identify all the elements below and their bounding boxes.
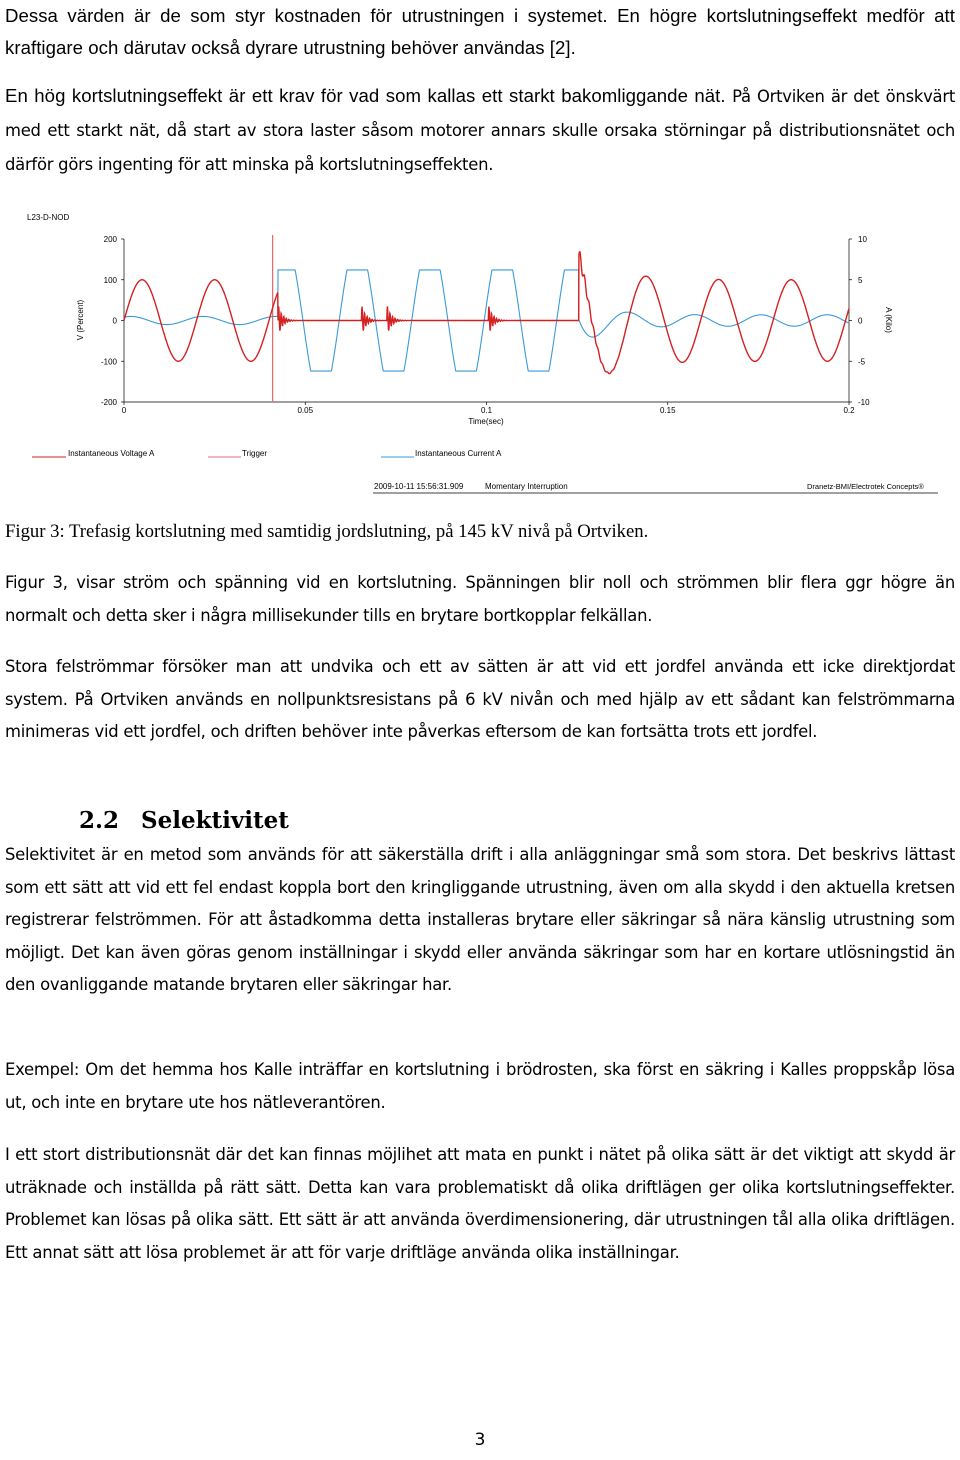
x-tick-label: 0.15 (659, 406, 676, 415)
legend-label-current: Instantaneous Current A (415, 449, 502, 458)
x-tick-label: 0.1 (480, 406, 493, 415)
section-heading (79, 801, 289, 841)
paragraph-intro: Dessa värden är de som styr kostnaden för utrustningen i systemet. En högre kortslutningseffekt medför att kraftigare och därutav också dyrare utrustning behöver användas [2]. (5, 5, 955, 58)
oscillogram-chart (0, 205, 960, 500)
x-axis-label: Time(sec) (468, 417, 504, 426)
y-axis-label: V (Percent) (76, 299, 85, 341)
y2-tick-label: 0 (858, 316, 863, 326)
y2-axis-label: A (Kilo) (884, 307, 893, 333)
y-tick-label: -200 (100, 398, 117, 407)
y-tick-label: 200 (103, 235, 117, 244)
section-title: Selektivitet (141, 807, 289, 834)
x-tick-label: 0 (121, 406, 127, 415)
paragraph-strong-grid (5, 79, 955, 181)
paragraph-strong-grid-arial: En hög kortslutningseffekt är ett krav för vad som kallas ett starkt bakomliggande nät. (5, 85, 726, 106)
figure-caption: Figur 3: Trefasig kortslutning med samtidig jordslutning, på 145 kV nivå på Ortviken. (5, 521, 649, 542)
voltage-series-line (124, 252, 849, 374)
y-tick-label: -100 (100, 357, 117, 367)
x-tick-label: 0.05 (297, 406, 314, 415)
chart-axes (101, 235, 870, 415)
paragraph-figure-text: Figur 3, visar ström och spänning vid en kortslutning. Spänningen blir noll och strömmen blir flera ggr högre än normalt och detta sker i några millisekunder tills en brytare bortkopplar felkällan. (5, 573, 955, 625)
footer-event: Momentary Interruption (485, 482, 568, 491)
footer-vendor: Dranetz-BMI/Electrotek Concepts® (807, 482, 924, 491)
legend (32, 449, 502, 458)
paragraph-distribution: I ett stort distributionsnät där det kan finnas möjlihet att mata en punkt i nätet på olika sätt är det viktigt att skydd är uträknade och inställda på rätt sätt. Detta kan vara problematiskt då olika driftlägen ger olika kortslutningseffekter. Problemet kan lösas på olika sätt. Ett sätt är att använda överdimensionering, där utrustningen tål alla olika driftlägen. Ett annat sätt att lösa problemet är att för varje driftläge använda olika inställningar. (5, 1145, 955, 1262)
y2-tick-label: 5 (858, 275, 863, 285)
y2-tick-label: -5 (858, 357, 866, 367)
y2-tick-label: -10 (858, 398, 870, 407)
chart-title: L23-D-NOD (27, 213, 70, 222)
paragraph-selectivity: Selektivitet är en metod som används för att säkerställa drift i alla anläggningar små som stora. Det beskrivs lättast som ett sätt att vid ett fel endast koppla bort den kringliggande utrustning, även om alla skydd i den aktuella kretsen registrerar felströmmen. För att åstadkomma detta installeras brytare eller säkringar så nära känslig utrustning som möjligt. Det kan även göras genom inställningar i skydd eller använda säkringar som har en kortare utlösningstid än den ovanliggande matande brytaren eller säkringar har. (5, 845, 955, 995)
chart-series (124, 235, 849, 402)
x-tick-label: 0.2 (843, 406, 855, 415)
paragraph-strong-grid-rest: På Ortviken är det önskvärt med ett starkt nät, då start av stora laster såsom motorer annars skulle orsaka störningar på distributionsnätet och därför görs ingenting för att minska på kortslutningseffekten. (5, 87, 956, 174)
footer-timestamp: 2009-10-11 15:56:31.909 (374, 482, 464, 491)
legend-label-trigger: Trigger (242, 449, 268, 458)
y-tick-label: 100 (103, 275, 117, 285)
section-number: 2.2 (79, 807, 120, 834)
legend-label-voltage: Instantaneous Voltage A (68, 449, 155, 458)
figure-oscillogram (0, 205, 960, 500)
page-number: 3 (474, 1430, 486, 1450)
y2-tick-label: 10 (858, 235, 867, 244)
paragraph-example: Exempel: Om det hemma hos Kalle inträffar en kortslutning i brödrosten, ska först en säkring i Kalles proppskåp lösa ut, och inte en brytare ute hos nätleverantören. (5, 1060, 955, 1112)
paragraph-earth-fault: Stora felströmmar försöker man att undvika och ett av sätten är att vid ett jordfel använda ett icke direktjordat system. På Ortviken används en nollpunktsresistans på 6 kV nivån och med hjälp av ett sådant kan felströmmarna minimeras vid ett jordfel, och driften behöver inte påverkas eftersom de kan fortsätta trots ett jordfel. (5, 657, 955, 742)
y-tick-label: 0 (112, 316, 117, 326)
